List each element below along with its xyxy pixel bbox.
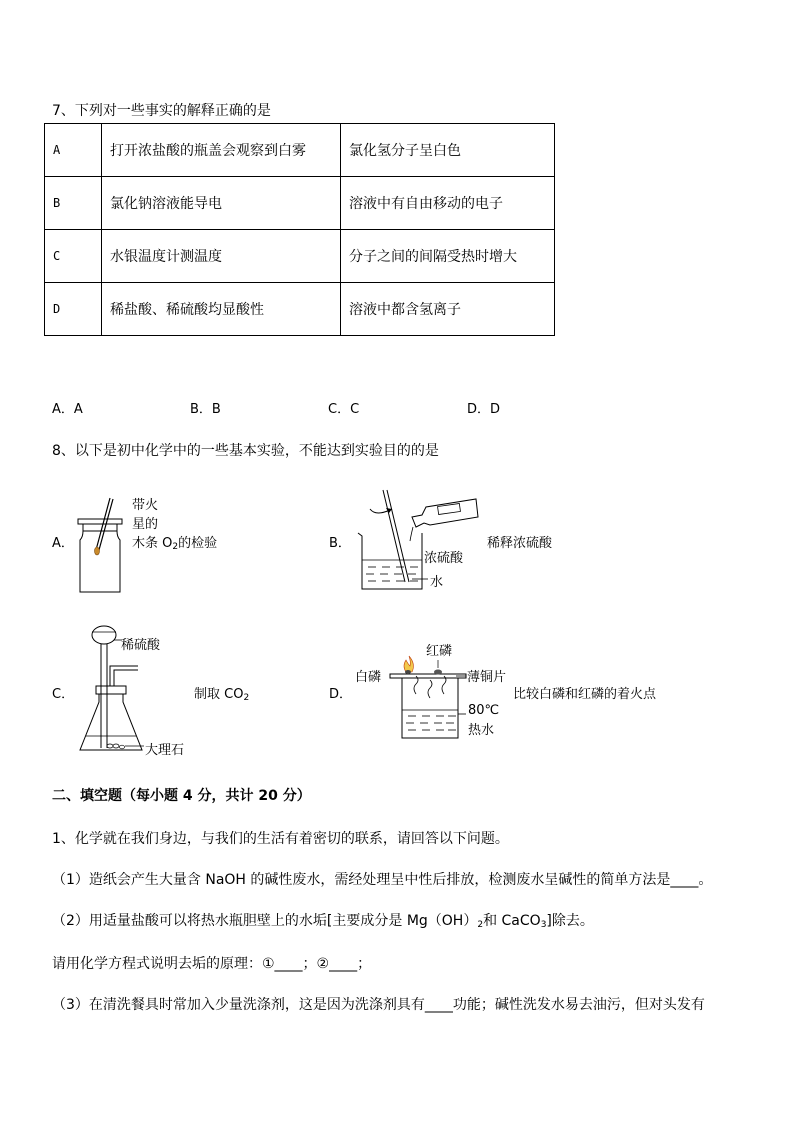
table-row: [45, 124, 555, 177]
splint-label-1: 带火: [132, 498, 159, 513]
fill-q1-part3: （3）在清洗餐具时常加入少量洗涤剂，这是因为洗涤剂具有____功能；碱性洗发水易去油污，但对头发有: [52, 997, 705, 1013]
row-key: B: [45, 177, 102, 230]
co2-caption: 制取 $CO_2$: [194, 687, 250, 703]
marble-label: 大理石: [145, 743, 185, 758]
row-explanation: 氯化氢分子呈白色: [341, 124, 555, 177]
row-explanation: 溶液中都含氢离子: [341, 283, 555, 336]
section-heading: 二、填空题（每小题 4 分，共计 20 分）: [52, 788, 311, 804]
table-row: [45, 283, 555, 336]
splint-label-2: 星的: [132, 517, 159, 532]
red-phosphorus-label: 红磷: [426, 644, 453, 659]
fill-q1-part1: （1）造纸会产生大量含 NaOH 的碱性废水，需经处理呈中性后排放，检测废水呈碱性的简单方法是____。: [52, 872, 713, 888]
option-a[interactable]: A．A: [52, 402, 83, 417]
q7-stem: 7、下列对一些事实的解释正确的是: [52, 103, 271, 119]
white-phosphorus-label: 白磷: [355, 670, 382, 685]
table-row: [45, 177, 555, 230]
copper-sheet-label: 薄铜片: [467, 670, 507, 685]
row-fact: 稀盐酸、稀硫酸均显酸性: [102, 283, 341, 336]
fill-q1-stem: 1、化学就在我们身边，与我们的生活有着密切的联系，请回答以下问题。: [52, 831, 509, 847]
conc-acid-label: 浓硫酸: [424, 551, 464, 566]
dilution-figure: [350, 487, 490, 597]
option-c[interactable]: C．C: [328, 402, 360, 417]
dilution-caption: 稀释浓硫酸: [487, 536, 553, 551]
row-key: A: [45, 124, 102, 177]
fill-q1-part2-line2: 请用化学方程式说明去垢的原理：①____；②____；: [52, 956, 372, 972]
temperature-label: 80℃: [468, 703, 500, 718]
ignition-caption: 比较白磷和红磷的着火点: [513, 687, 657, 702]
splint-label-3: 木条 $O_2$的检验: [132, 536, 218, 552]
row-explanation: 溶液中有自由移动的电子: [341, 177, 555, 230]
table-row: [45, 230, 555, 283]
water-label: 水: [430, 575, 444, 590]
row-key: D: [45, 283, 102, 336]
hot-water-label: 热水: [468, 723, 495, 738]
option-d-letter[interactable]: D．: [329, 687, 353, 702]
option-b-letter[interactable]: B．: [329, 536, 351, 551]
option-b[interactable]: B．B: [190, 402, 221, 417]
q8-stem: 8、以下是初中化学中的一些基本实验，不能达到实验目的的是: [52, 443, 439, 459]
dilute-acid-label: 稀硫酸: [121, 638, 161, 653]
row-key: C: [45, 230, 102, 283]
row-explanation: 分子之间的间隔受热时增大: [341, 230, 555, 283]
row-fact: 水银温度计测温度: [102, 230, 341, 283]
option-a-letter[interactable]: A．: [52, 536, 74, 551]
row-fact: 打开浓盐酸的瓶盖会观察到白雾: [102, 124, 341, 177]
option-c-letter[interactable]: C．: [52, 687, 75, 702]
row-fact: 氯化钠溶液能导电: [102, 177, 341, 230]
option-d[interactable]: D．D: [467, 402, 501, 417]
q7-table: [44, 123, 555, 336]
fill-q1-part2: （2）用适量盐酸可以将热水瓶胆壁上的水垢[主要成分是 $Mg(OH)_2$和 CaCO$_3$]除去。: [52, 913, 594, 930]
